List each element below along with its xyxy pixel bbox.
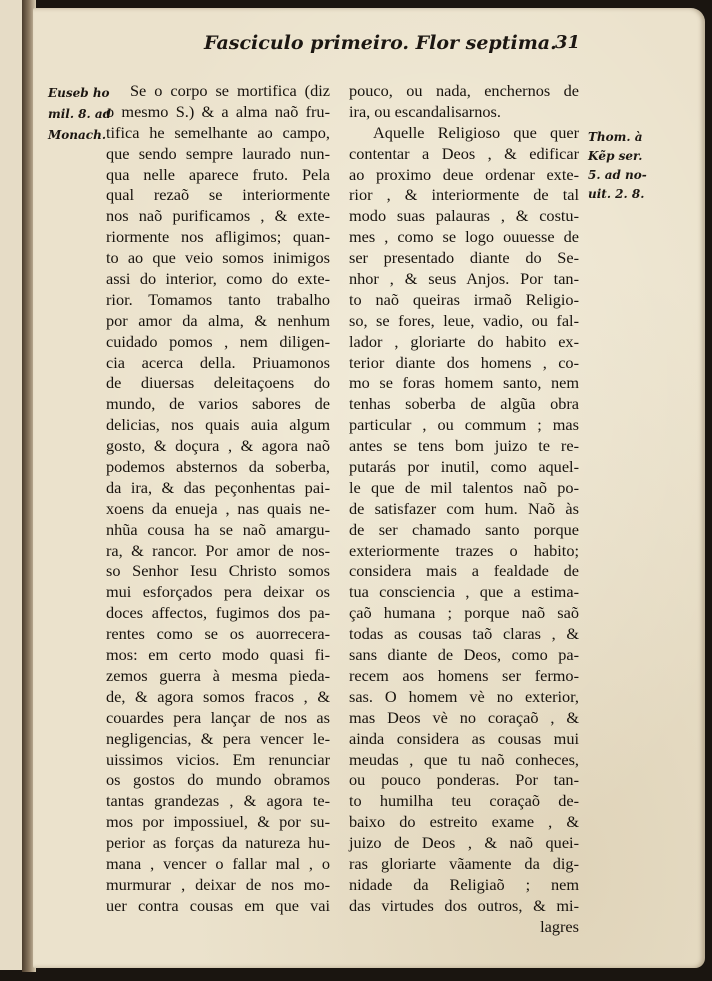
text-line: exteriormente trazes o habito; <box>349 540 579 560</box>
text-column-right <box>349 81 579 938</box>
text-line: putarás por inutil, como aquel- <box>349 457 579 477</box>
text-line: tenhas soberba de algũa obra <box>349 394 579 414</box>
marginal-note-left <box>48 83 111 146</box>
text-line: nhor , & seus Anjos. Por tan- <box>349 269 579 289</box>
text-line: to naõ queiras irmaõ Religio- <box>349 289 579 309</box>
text-line: todas as cousas taõ claras , & <box>349 624 579 644</box>
text-line: Se o corpo se mortifica (diz <box>130 81 330 100</box>
text-line: to ao que veio somos inimigos <box>106 248 330 268</box>
text-line: rior. Tomamos tanto trabalho <box>106 289 330 309</box>
text-line: sans diante de Deos, como pa- <box>349 645 579 665</box>
page-number: 31 <box>555 32 581 53</box>
marginal-note-line: Monach. <box>48 127 106 142</box>
text-line: so Senhor Iesu Christo somos <box>106 561 330 581</box>
text-line: antes se tens bom juizo te re- <box>349 436 579 456</box>
text-line: ser presentado diante do Se- <box>349 248 579 268</box>
text-line: murmurar , deixar de nos mo- <box>106 874 330 894</box>
text-line: mundo, de varios sabores de <box>106 394 330 414</box>
text-line: podemos absternos da soberba, <box>106 457 330 477</box>
text-line: so, se fores, leue, vadio, ou fal- <box>349 310 579 330</box>
text-line: tantas grandezas , & agora te- <box>106 791 330 811</box>
text-line: considera mais a fealdade de <box>349 561 579 581</box>
text-line: ou pouco ponderas. Por tan- <box>349 770 579 790</box>
text-line: le que de mil talentos naõ po- <box>349 477 579 497</box>
text-line: sas. O homem vè no exterior, <box>349 686 579 706</box>
text-line: lagres <box>540 916 579 936</box>
text-line: mo se foras homem santo, nem <box>349 373 579 393</box>
text-line: uissimos vicios. Em renunciar <box>106 749 330 769</box>
text-line: nos naõ purificamos , & exte- <box>106 206 330 226</box>
running-head-title: Fasciculo primeiro. Flor septima. <box>204 32 557 54</box>
marginal-note-line: Kẽp ser. <box>588 149 643 163</box>
text-line: ao proximo deue ordenar exte- <box>349 164 579 184</box>
text-line: tua consciencia , que a estima- <box>349 582 579 602</box>
text-line: por amor da alma, & nenhum <box>106 310 330 330</box>
text-line: perior as forças da natureza hu- <box>106 833 330 853</box>
text-line: nidade da Religiaõ ; nem <box>349 874 579 894</box>
text-line: rentes como se os auorrecera- <box>106 624 330 644</box>
text-line: lador , gloriarte do habito ex- <box>349 331 579 351</box>
text-line: que sendo sempre laurado nun- <box>106 143 330 163</box>
text-line: uer contra cousas em que vai <box>106 895 330 915</box>
text-column-left <box>106 81 330 917</box>
text-line: doces affectos, fugimos dos pa- <box>106 603 330 623</box>
marginal-note-line: 5. ad no- <box>588 168 647 182</box>
text-line: ra, & rancor. Por amor de nos- <box>106 540 330 560</box>
text-line: qual rezaõ se interiormente <box>106 185 330 205</box>
text-line: tifica he semelhante ao campo, <box>106 122 330 142</box>
text-line: recem aos homens ser fermo- <box>349 665 579 685</box>
marginal-note-line: mil. 8. ad <box>48 106 112 121</box>
marginal-note-line: uit. 2. 8. <box>588 187 645 201</box>
text-line: das virtudes dos outros, & mi- <box>349 895 579 915</box>
marginal-note-right <box>588 128 647 204</box>
marginal-note-line: Euseb ho <box>48 86 110 100</box>
text-line: particular , ou commum ; mas <box>349 415 579 435</box>
marginal-note-line: Thom. à <box>588 130 643 144</box>
text-line: o mesmo S.) & a alma naõ fru- <box>106 101 330 121</box>
text-line: baixo do estreito exame , & <box>349 812 579 832</box>
text-line: couardes pera lançar de nos as <box>106 707 330 727</box>
text-line: negligencias, & pera vencer le- <box>106 728 330 748</box>
text-line: delicias, nos quais auia algum <box>106 415 330 435</box>
text-line: mos por impossiuel, & por su- <box>106 812 330 832</box>
text-line: juizo de Deos , & naõ quei- <box>349 833 579 853</box>
text-line: çaõ humana ; porque naõ saõ <box>349 603 579 623</box>
text-line: cuidado pomos , nem diligen- <box>106 331 330 351</box>
text-line: terior diante dos homens , co- <box>349 352 579 372</box>
text-line: da ira, & das peçonhentas pai- <box>106 477 330 497</box>
text-line: de ser chamado santo porque <box>349 519 579 539</box>
text-line: os gostos do mundo obramos <box>106 770 330 790</box>
text-line: to humilha teu coraçaõ de- <box>349 791 579 811</box>
text-line: mas Deos vè no coraçaõ , & <box>349 707 579 727</box>
text-line: ira, ou escandalisarnos. <box>349 101 501 121</box>
facing-page-edge <box>0 0 23 970</box>
text-line: mos: em certo modo quasi fi- <box>106 645 330 665</box>
text-line: rior , & interiormente de tal <box>349 185 579 205</box>
text-line: pouco, ou nada, enchernos de <box>349 81 579 100</box>
text-line: nhũa cousa ha se naõ amargu- <box>106 519 330 539</box>
text-line: gosto, & doçura , & agora naõ <box>106 436 330 456</box>
text-line: mana , vencer o fallar mal , o <box>106 853 330 873</box>
text-line: xoens da enueja , nas quais ne- <box>106 498 330 518</box>
text-line: Aquelle Religioso que quer <box>373 122 579 142</box>
text-line: mui esforçados pera deixar os <box>106 582 330 602</box>
text-line: de, & agora somos fracos , & <box>106 686 330 706</box>
text-line: riormente nos afligimos; quan- <box>106 227 330 247</box>
text-line: contentar a Deos , & edificar <box>349 143 579 163</box>
text-line: ainda considera as cousas mui <box>349 728 579 748</box>
text-line: de satisfazer com hum. Naõ às <box>349 498 579 518</box>
text-line: de diuersas deleitaçoens do <box>106 373 330 393</box>
text-line: cia acerca della. Priuamonos <box>106 352 330 372</box>
text-line: mes , como se logo ouuesse de <box>349 227 579 247</box>
text-line: meudas , que tu naõ conheces, <box>349 749 579 769</box>
text-line: modo suas palauras , & costu- <box>349 206 579 226</box>
text-line: qua nelle aparece fruto. Pela <box>106 164 330 184</box>
text-line: ras gloriarte vãamente da dig- <box>349 853 579 873</box>
text-line: zemos guerra à mesma pieda- <box>106 665 330 685</box>
text-line: assi do interior, como do exte- <box>106 269 330 289</box>
